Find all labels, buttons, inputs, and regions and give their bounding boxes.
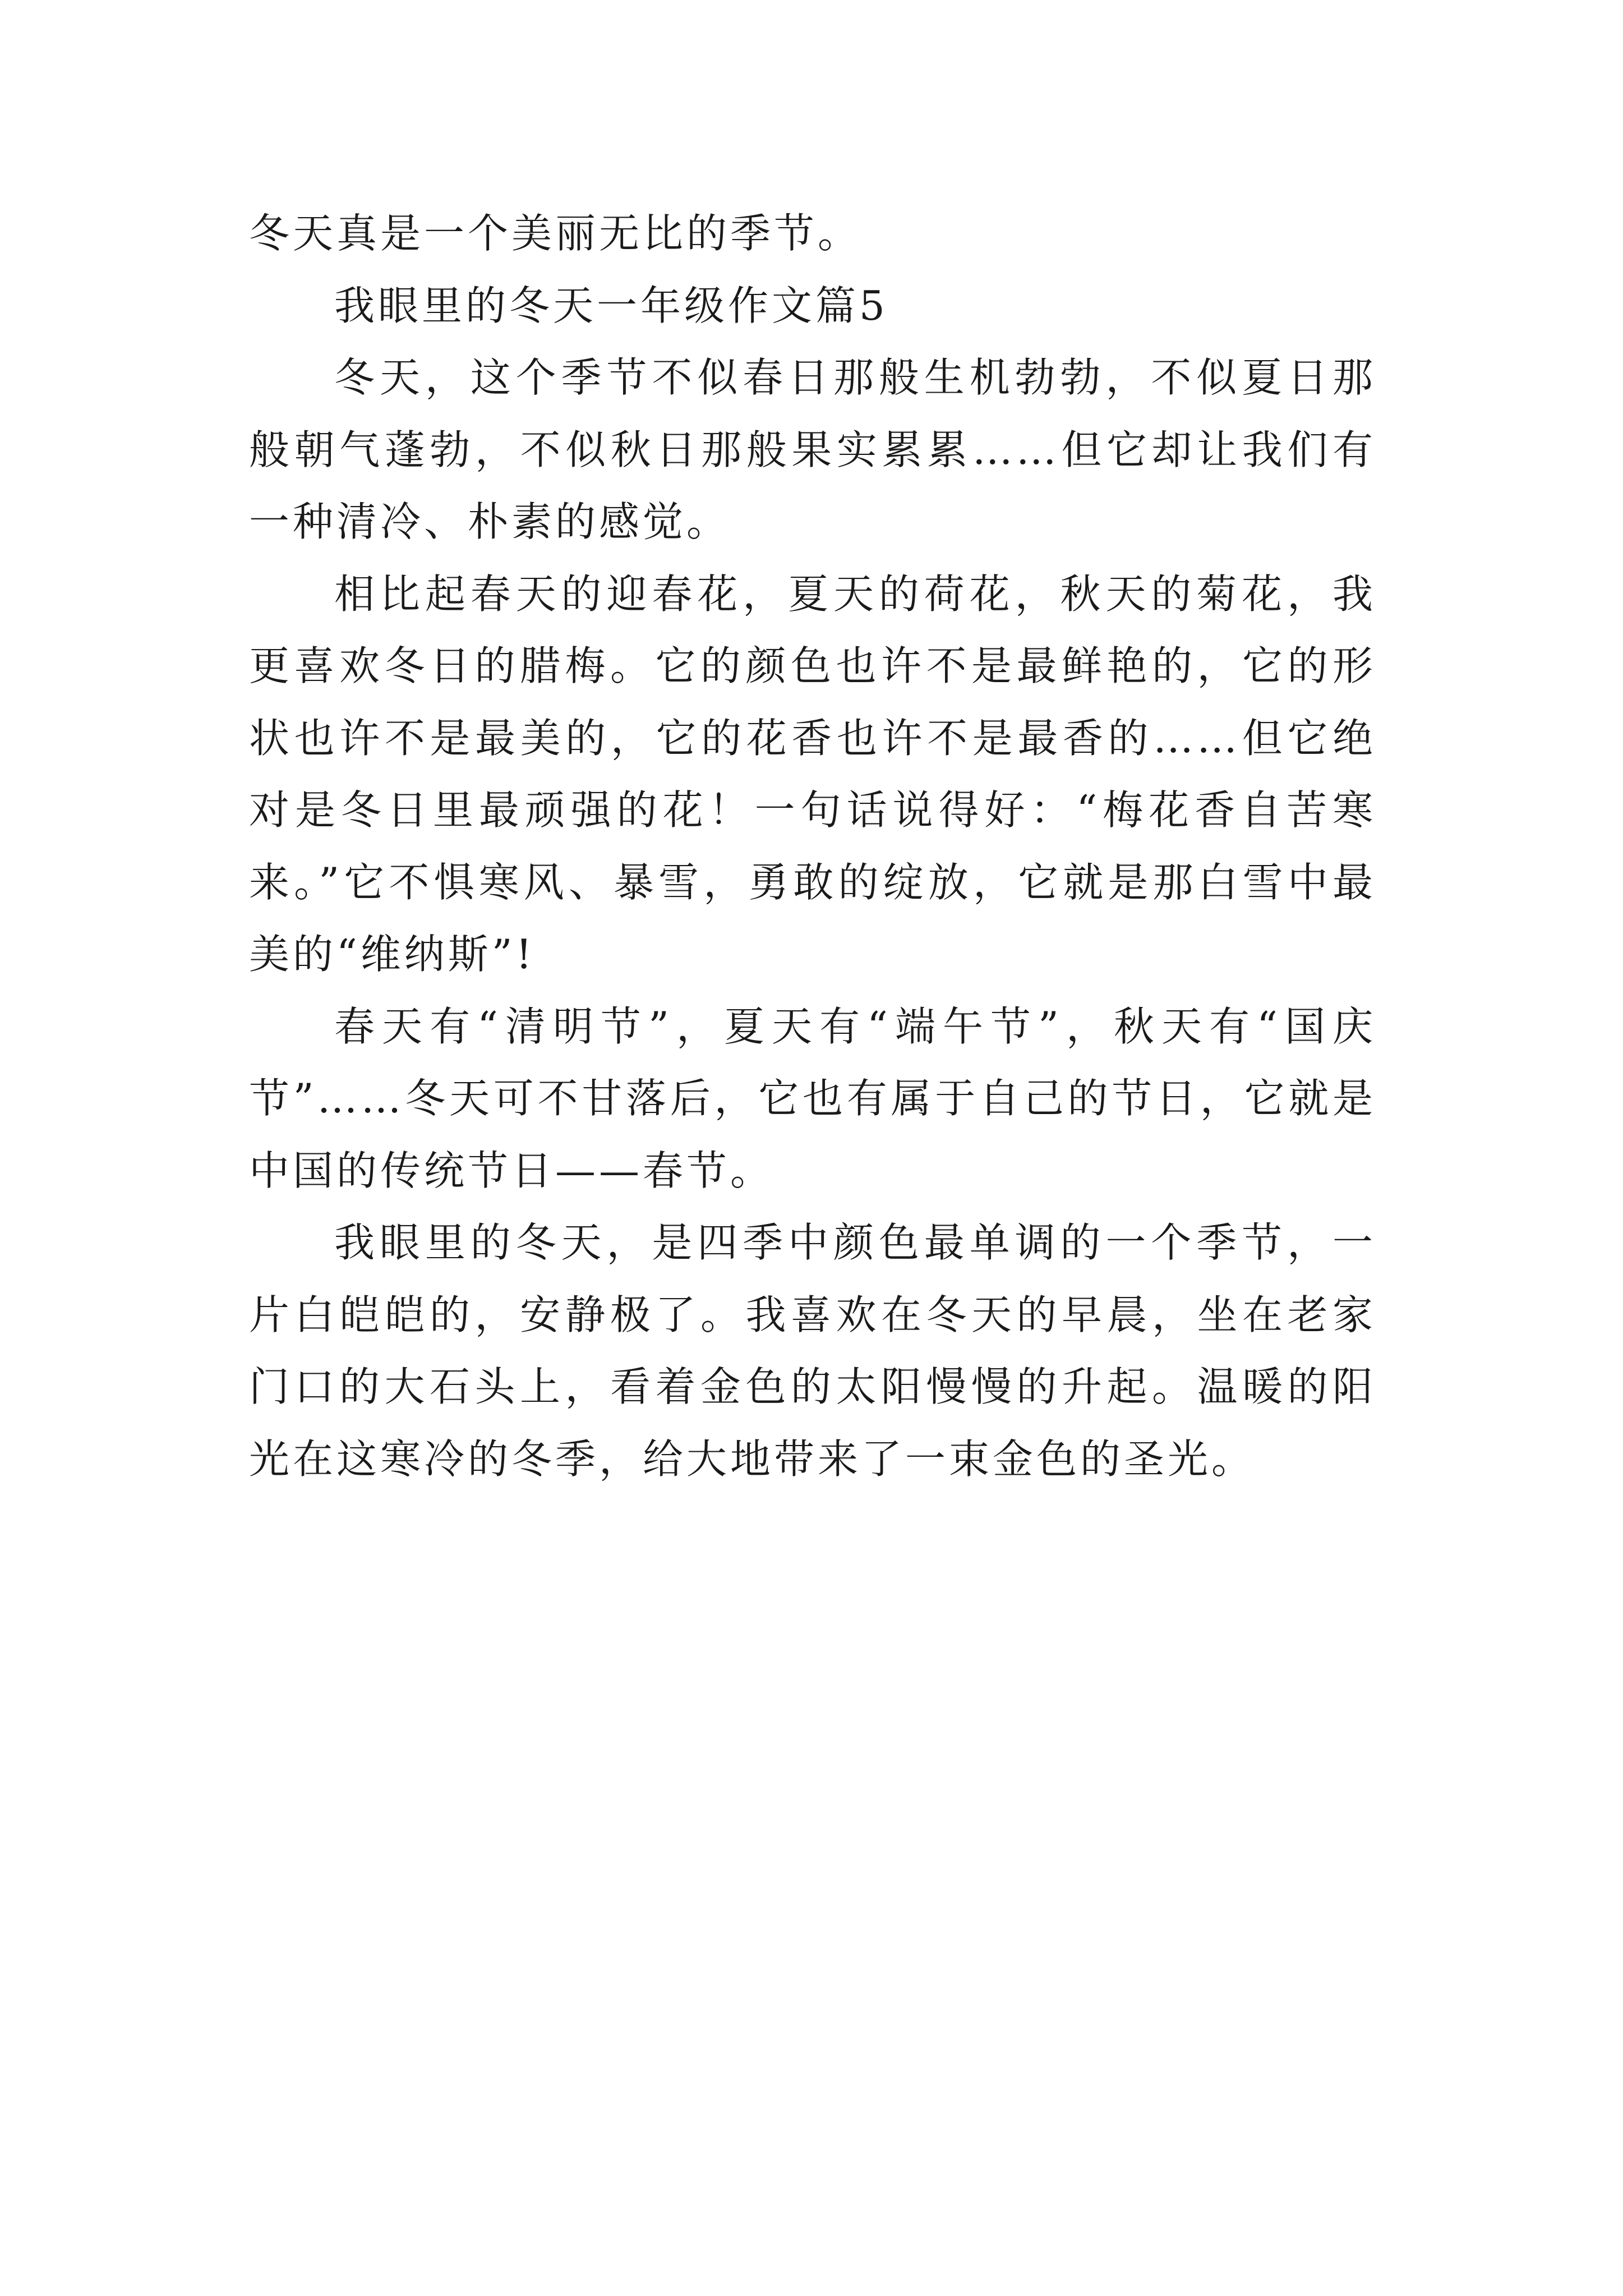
intro-line: 冬天真是一个美丽无比的季节。 — [249, 210, 862, 257]
paragraph-2: 相比起春天的迎春花，夏天的荷花，秋天的菊花，我更喜欢冬日的腊梅。它的颜色也许不是最鲜艳的，它的形状也许不是最美的，它的花香也许不是最香的……但它绝对是冬日里最顽强的花！一句话说得好：“梅花香自苦寒来。”它不惧寒风、暴雪，勇敢的绽放，它就是那白雪中最美的“维纳斯”! — [249, 570, 1376, 978]
paragraph-3: 春天有“清明节”，夏天有“端午节”，秋天有“国庆节”……冬天可不甘落后，它也有属于自己的节日，它就是中国的传统节日——春节。 — [249, 1002, 1376, 1194]
paragraph-4: 我眼里的冬天，是四季中颜色最单调的一个季节，一片白皑皑的，安静极了。我喜欢在冬天的早晨，坐在老家门口的大石头上，看着金色的太阳慢慢的升起。温暖的阳光在这寒冷的冬季，给大地带来了一束金色的圣光。 — [249, 1219, 1376, 1483]
essay-heading: 我眼里的冬天一年级作文篇5 — [334, 282, 888, 329]
paragraph-1: 冬天，这个季节不似春日那般生机勃勃，不似夏日那般朝气蓬勃，不似秋日那般果实累累……但它却让我们有一种清冷、朴素的感觉。 — [249, 354, 1376, 545]
document-body — [249, 197, 1376, 1495]
